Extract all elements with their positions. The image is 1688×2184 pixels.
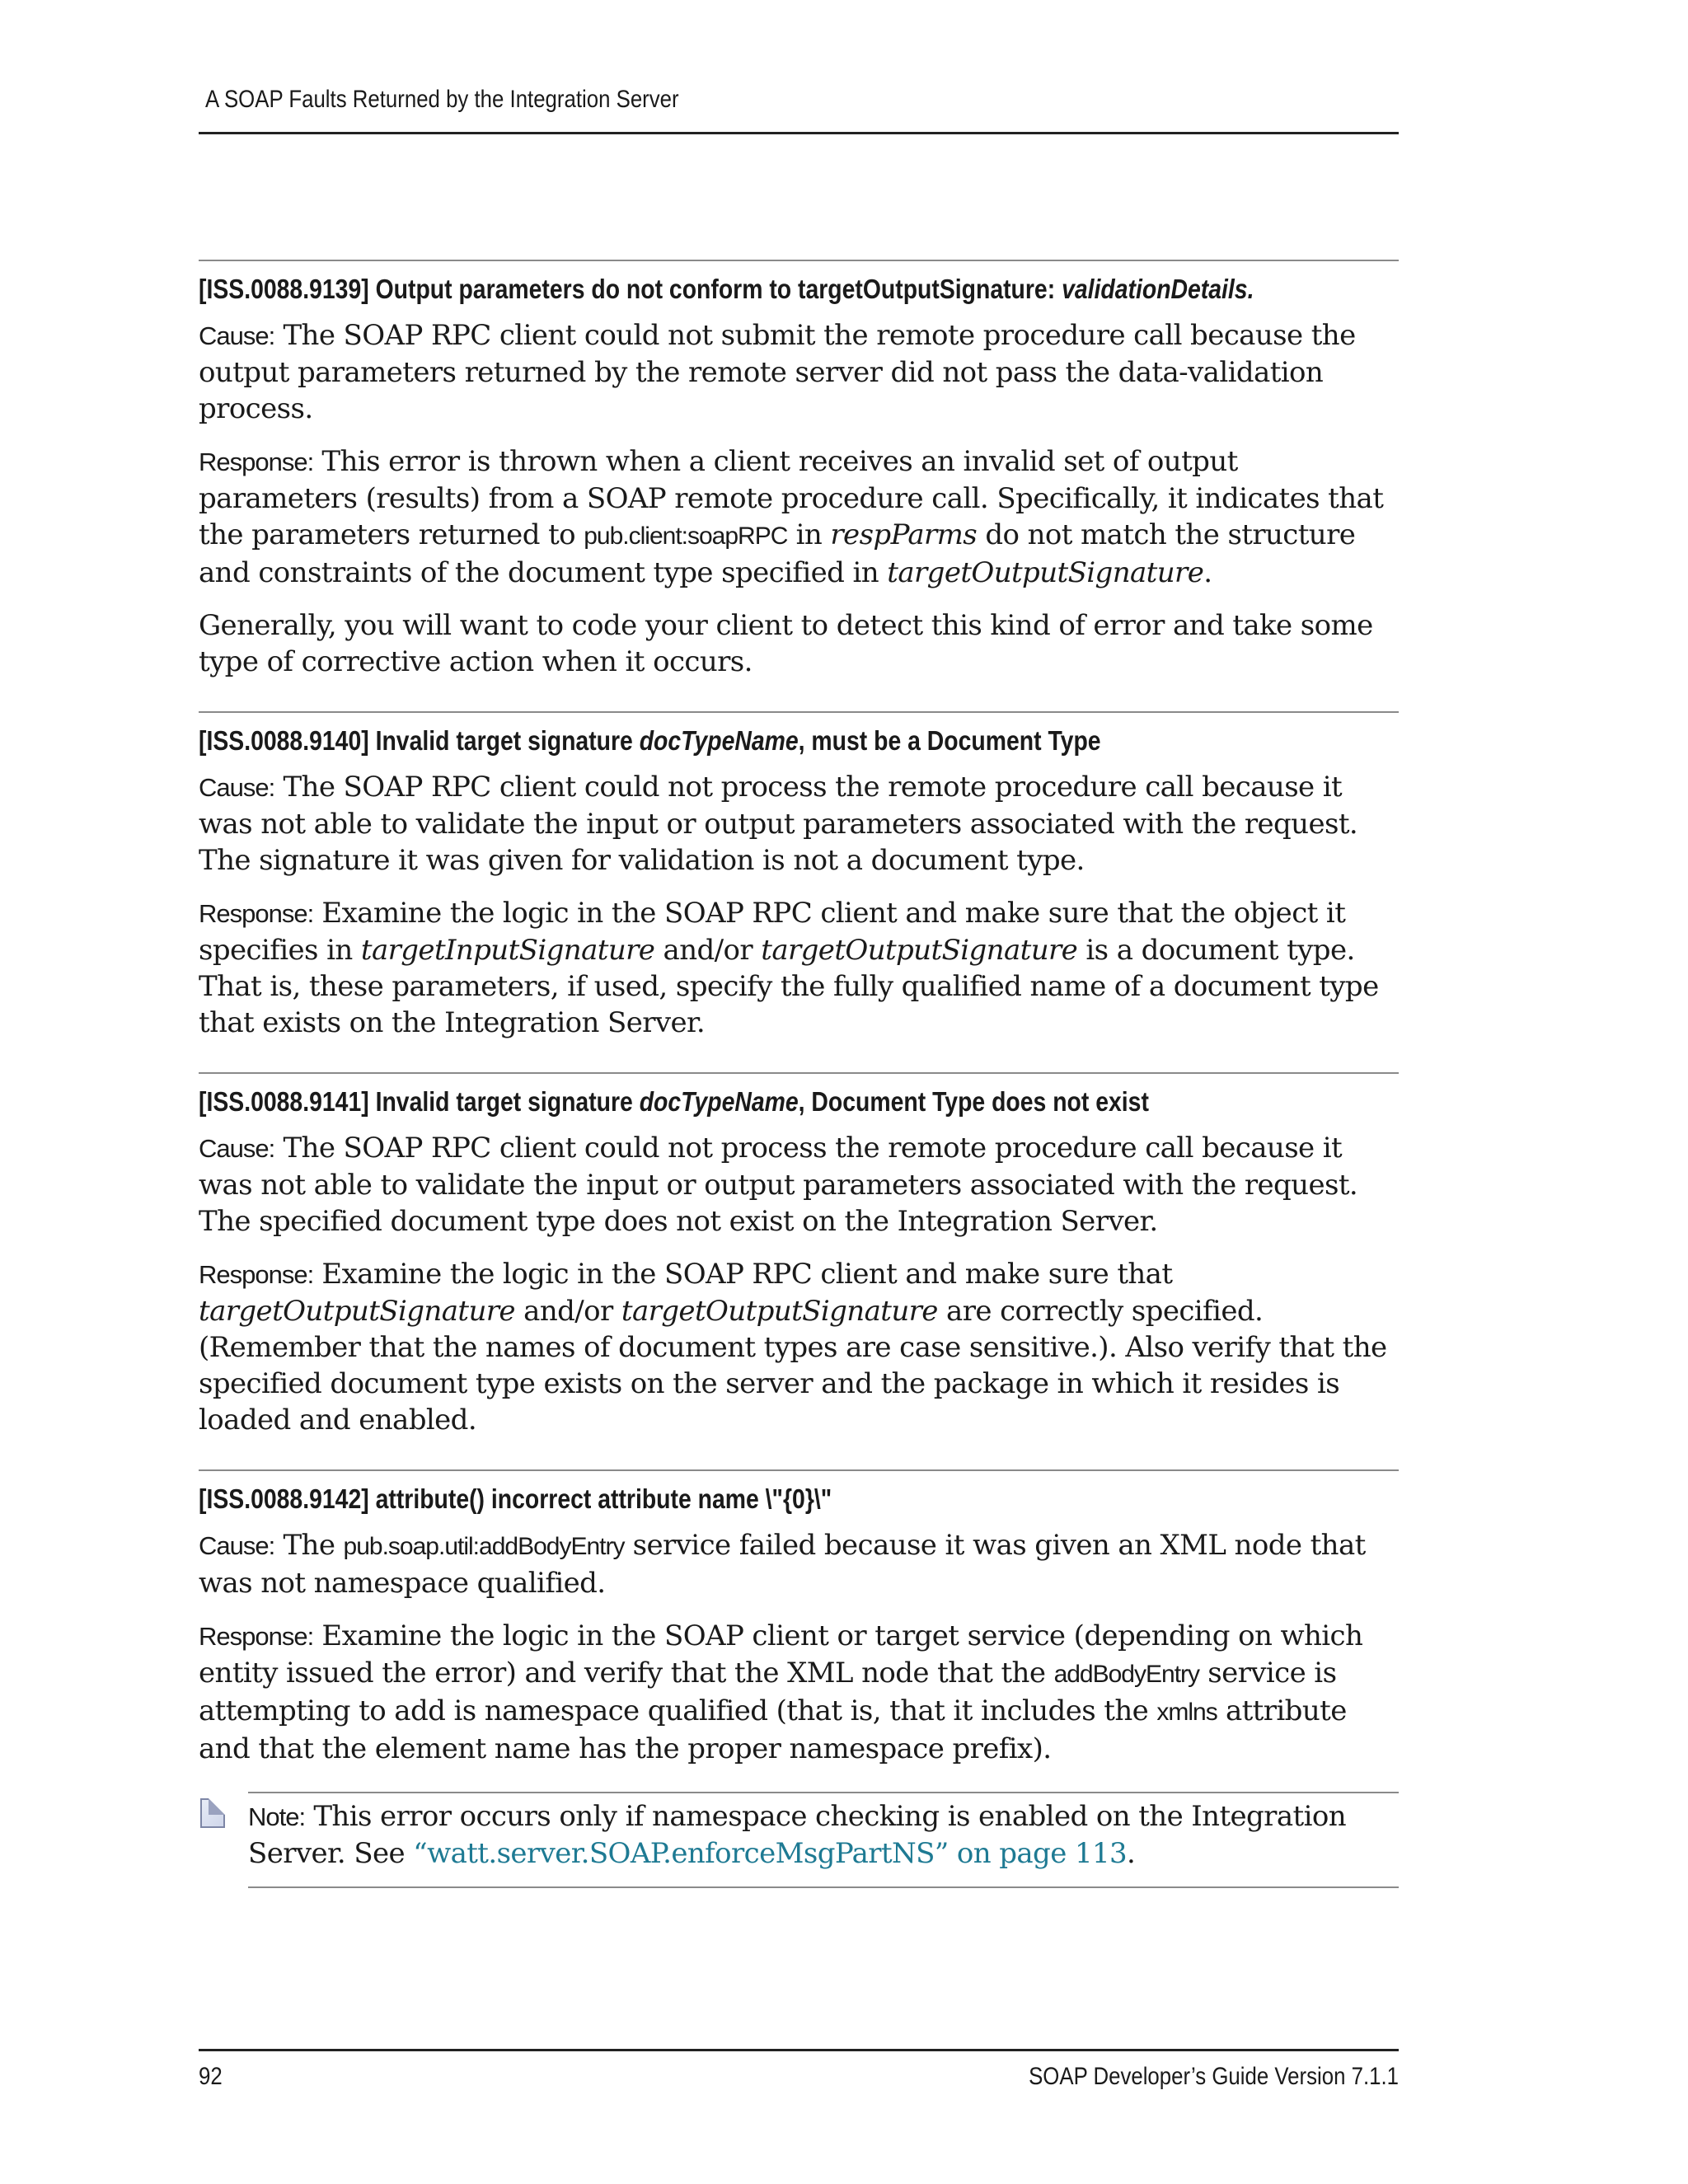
service-name: pub.client:soapRPC xyxy=(584,523,788,550)
cause-text: The SOAP RPC client could not submit the remote procedure call because the output parameters returned by the remote server did not pass the data-validation process. xyxy=(199,319,1356,425)
note-body xyxy=(248,1792,1399,1888)
error-message-end: , Document Type does not exist xyxy=(798,1086,1149,1117)
cause-text: The xyxy=(274,1529,344,1562)
response-text: and/or xyxy=(654,934,762,967)
error-entry-9142 xyxy=(199,1469,1399,1888)
parameter-name: respParms xyxy=(830,518,978,551)
note-paragraph xyxy=(248,1798,1399,1872)
parameter-name: targetOutputSignature xyxy=(621,1295,938,1328)
error-message: Invalid target signature xyxy=(375,1086,640,1117)
cause-text: The SOAP RPC client could not process the remote procedure call because it was not able to validate the input or output parameters associated with the request. The signature it was given for validation is not a document type. xyxy=(199,771,1358,877)
response-text: service is attempting to add is namespace qualified (that is, that it includes the xyxy=(199,1657,1337,1727)
note-label: Note: xyxy=(248,1802,306,1831)
response-label: Response: xyxy=(199,448,314,476)
parameter-name: targetOutputSignature xyxy=(199,1295,515,1328)
cause-label: Cause: xyxy=(199,1134,275,1163)
response-paragraph xyxy=(199,1618,1399,1767)
error-message: Invalid target signature xyxy=(375,725,640,756)
error-list xyxy=(199,260,1399,1888)
error-title-9140 xyxy=(199,724,1399,757)
response-label: Response: xyxy=(199,1260,314,1289)
response-text: are correctly specified. (Remember that the names of document types are case sensitive.). Also verify that the specified document type exists on the server and the package in which it resides is loaded and enabled. xyxy=(199,1295,1387,1436)
error-entry-9141 xyxy=(199,1072,1399,1438)
response-text: . xyxy=(1203,556,1212,589)
service-name: addBodyEntry xyxy=(1053,1661,1200,1688)
response-paragraph xyxy=(199,1256,1399,1438)
note-box xyxy=(199,1792,1399,1888)
cause-text: service failed because it was given an XML node that was not namespace qualified. xyxy=(199,1529,1366,1600)
response-paragraph xyxy=(199,895,1399,1041)
error-message: Output parameters do not conform to targetOutputSignature: xyxy=(375,274,1062,304)
extra-paragraph: Generally, you will want to code your client to detect this kind of error and take some type of corrective action when it occurs. xyxy=(199,609,1373,678)
error-title-9142 xyxy=(199,1483,1399,1516)
attribute-name: xmlns xyxy=(1156,1699,1217,1726)
response-text: Examine the logic in the SOAP RPC client and make sure that xyxy=(313,1258,1173,1291)
error-title-9139 xyxy=(199,273,1399,306)
error-code: [ISS.0088.9139] xyxy=(199,274,369,304)
note-text: This error occurs only if namespace checking is enabled on the Integration Server. See xyxy=(248,1800,1347,1870)
parameter-name: targetOutputSignature xyxy=(761,934,1078,967)
cause-paragraph xyxy=(199,1130,1399,1240)
cross-reference-link[interactable]: “watt.server.SOAP.enforceMsgPartNS” on page 113 xyxy=(413,1837,1128,1870)
error-entry-9140 xyxy=(199,711,1399,1041)
response-text: do not match the structure and constraints of the document type specified in xyxy=(199,518,1356,589)
cause-label: Cause: xyxy=(199,1531,275,1560)
guide-title: SOAP Developer’s Guide Version 7.1.1 xyxy=(1029,2063,1399,2090)
error-message-end: , must be a Document Type xyxy=(798,725,1101,756)
error-variable: validationDetails. xyxy=(1062,274,1254,304)
error-code: [ISS.0088.9140] xyxy=(199,725,369,756)
error-message: attribute() incorrect attribute name \"{0}\" xyxy=(375,1483,832,1514)
running-header: A SOAP Faults Returned by the Integration Server xyxy=(205,86,679,113)
error-variable: docTypeName xyxy=(639,725,799,756)
response-paragraph xyxy=(199,443,1399,591)
parameter-name: targetOutputSignature xyxy=(887,556,1204,589)
cause-text: The SOAP RPC client could not process the remote procedure call because it was not able to validate the input or output parameters associated with the request. The specified document type does not exist on the Integration Server. xyxy=(199,1132,1358,1238)
cause-label: Cause: xyxy=(199,773,275,802)
error-code: [ISS.0088.9142] xyxy=(199,1483,369,1514)
error-variable: docTypeName xyxy=(639,1086,799,1117)
cause-paragraph xyxy=(199,769,1399,879)
cause-paragraph xyxy=(199,1527,1399,1601)
service-name: pub.soap.util:addBodyEntry xyxy=(343,1533,625,1560)
document-page xyxy=(199,0,1399,2184)
error-code: [ISS.0088.9141] xyxy=(199,1086,369,1117)
note-text: . xyxy=(1127,1837,1136,1870)
parameter-name: targetInputSignature xyxy=(360,934,655,967)
response-label: Response: xyxy=(199,899,314,928)
response-text: Examine the logic in the SOAP client or target service (depending on which entity issued the error) and verify that the XML node that the xyxy=(199,1619,1363,1690)
header-rule xyxy=(199,132,1399,134)
error-title-9141 xyxy=(199,1085,1399,1118)
response-text: is a document type. That is, these parameters, if used, specify the fully qualified name of a document type that exists on the Integration Server. xyxy=(199,934,1379,1039)
response-text: and/or xyxy=(514,1295,621,1328)
note-icon xyxy=(200,1798,225,1828)
page-number: 92 xyxy=(199,2063,223,2090)
footer-rule xyxy=(199,2049,1399,2051)
response-text: Examine the logic in the SOAP RPC client and make sure that the object it specifies in xyxy=(199,897,1346,967)
response-text: attribute and that the element name has the proper namespace prefix). xyxy=(199,1694,1347,1765)
cause-paragraph xyxy=(199,317,1399,427)
cause-label: Cause: xyxy=(199,321,275,350)
response-text: in xyxy=(787,518,831,551)
response-text: This error is thrown when a client receives an invalid set of output parameters (results) from a SOAP remote procedure call. Specifically, it indicates that the parameters returned to xyxy=(199,445,1384,551)
response-label: Response: xyxy=(199,1622,314,1651)
error-entry-9139 xyxy=(199,260,1399,680)
